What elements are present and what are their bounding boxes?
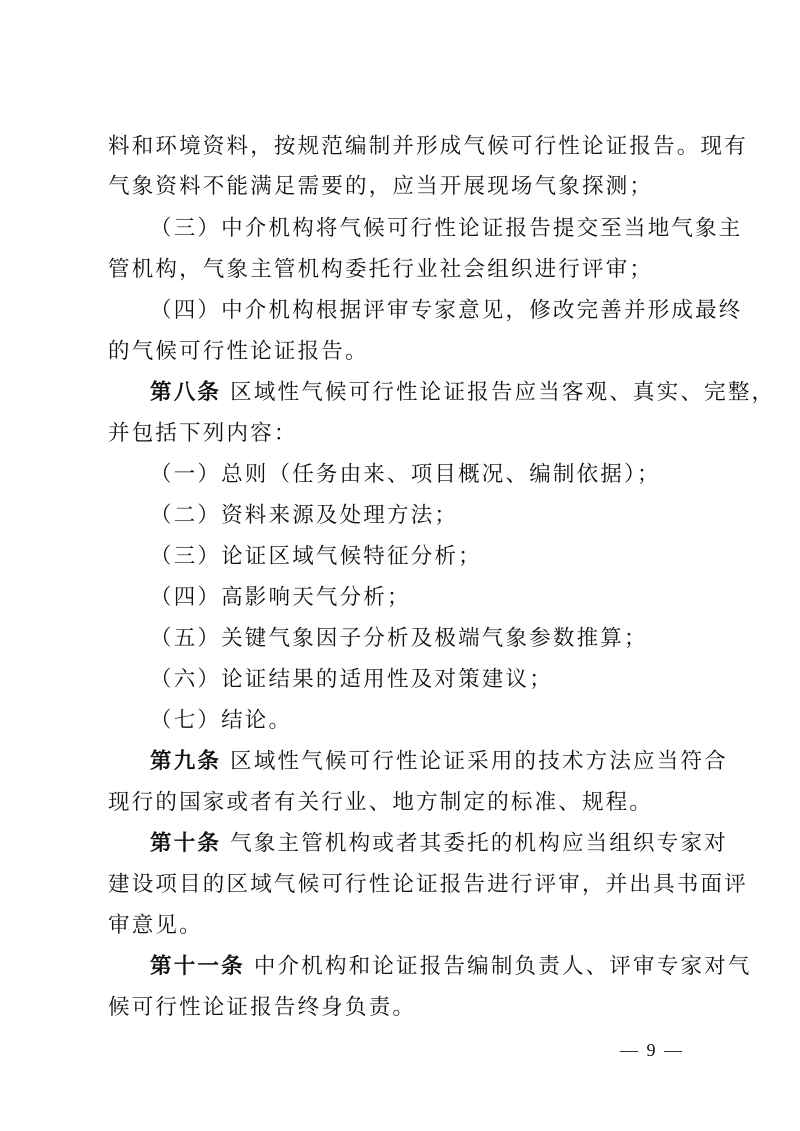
page-number: — 9 — (620, 1040, 684, 1060)
article-8-paragraph: 第八条 区域性气候可行性论证报告应当客观、真实、完整， (150, 380, 776, 405)
article-heading: 第十条 (150, 831, 222, 856)
article-10-paragraph: 第十条 气象主管机构或者其委托的机构应当组织专家对 (150, 831, 728, 856)
text-line: 管机构，气象主管机构委托行业社会组织进行评审； (108, 257, 654, 282)
text-line: 建设项目的区域气候可行性论证报告进行评审，并出具书面评 (108, 872, 748, 897)
text-line: 的气候可行性论证报告。 (108, 339, 369, 364)
list-item: （六）论证结果的适用性及对策建议； (150, 667, 553, 692)
text-line: （四）中介机构根据评审专家意见，修改完善并形成最终 (150, 298, 743, 323)
list-item: （三）论证区域气候特征分析； (150, 544, 482, 569)
article-9-paragraph: 第九条 区域性气候可行性论证采用的技术方法应当符合 (150, 749, 728, 774)
text-line: 审意见。 (108, 913, 203, 938)
article-heading: 第八条 (150, 380, 222, 405)
text-line: 料和环境资料，按规范编制并形成气候可行性论证报告。现有 (108, 134, 748, 159)
list-item: （二）资料来源及处理方法； (150, 503, 459, 528)
text-line: 现行的国家或者有关行业、地方制定的标准、规程。 (108, 790, 654, 815)
article-heading: 第十一条 (150, 954, 245, 979)
article-11-paragraph: 第十一条 中介机构和论证报告编制负责人、评审专家对气 (150, 954, 752, 979)
text-line: 气象资料不能满足需要的，应当开展现场气象探测； (108, 174, 654, 199)
list-item: （五）关键气象因子分析及极端气象参数推算； (150, 626, 648, 651)
list-item: （四）高影响天气分析； (150, 585, 411, 610)
article-heading: 第九条 (150, 749, 222, 774)
list-item: （一）总则（任务由来、项目概况、编制依据）； (150, 462, 661, 487)
list-item: （七）结论。 (150, 708, 293, 733)
text-line: （三）中介机构将气候可行性论证报告提交至当地气象主 (150, 216, 743, 241)
text-line: 并包括下列内容： (108, 421, 298, 446)
text-line: 候可行性论证报告终身负责。 (108, 995, 417, 1020)
